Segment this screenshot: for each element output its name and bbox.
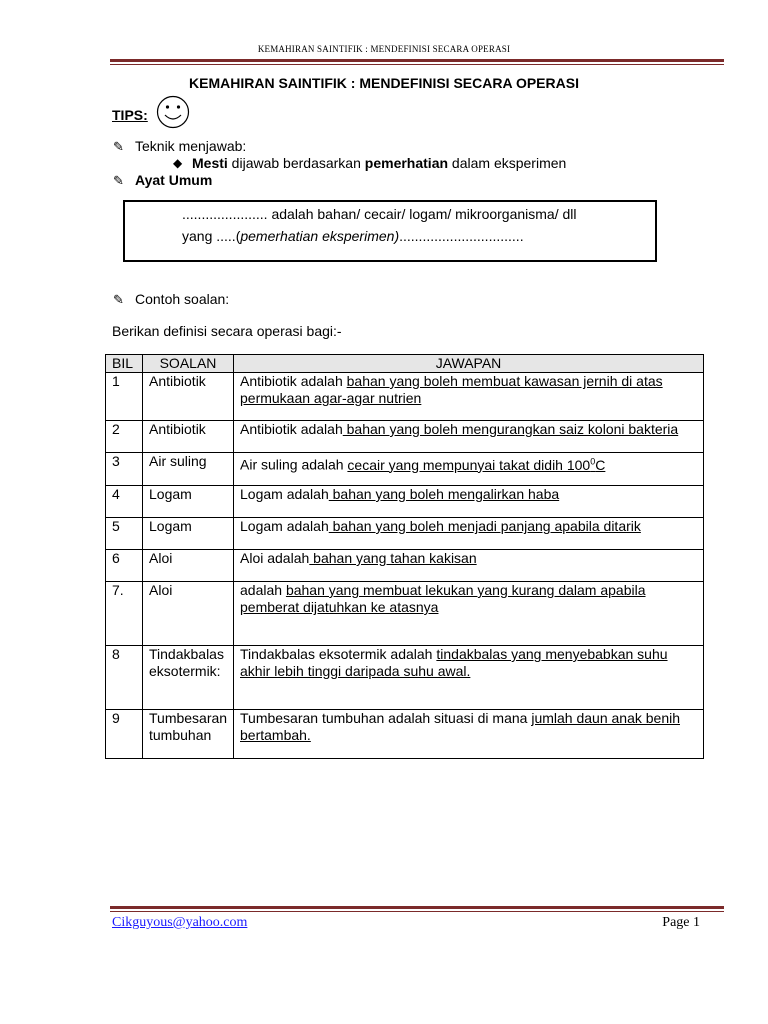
table-row <box>106 518 704 550</box>
answer-table <box>105 354 704 759</box>
cell-bil: 2 <box>106 421 143 453</box>
smiley-icon <box>156 95 190 129</box>
cell-jawapan: Antibiotik adalah bahan yang boleh membuat kawasan jernih di atas permukaan agar-agar nutrien <box>234 373 704 421</box>
diamond-bullet-icon: ◆ <box>173 156 183 170</box>
contoh-soalan: Contoh soalan: <box>135 291 230 307</box>
running-header: KEMAHIRAN SAINTIFIK : MENDEFINISI SECARA OPERASI <box>257 44 511 54</box>
footer-rule <box>110 906 724 909</box>
cell-soalan: Logam <box>143 486 234 518</box>
cell-soalan: Logam <box>143 518 234 550</box>
mesti-line: Mesti dijawab berdasarkan pemerhatian dalam eksperimen <box>192 155 567 171</box>
col-header-bil: BIL <box>106 355 143 373</box>
instruction-text: Berikan definisi secara operasi bagi:- <box>112 323 342 339</box>
footer-rule-thin <box>110 911 724 912</box>
cell-soalan: Antibiotik <box>143 373 234 421</box>
cell-bil: 1 <box>106 373 143 421</box>
page-number: Page 1 <box>662 915 700 930</box>
table-row <box>106 373 704 421</box>
cell-jawapan: Logam adalah bahan yang boleh menjadi panjang apabila ditarik <box>234 518 704 550</box>
table-row <box>106 550 704 582</box>
table-row <box>106 582 704 646</box>
template-box <box>123 200 657 262</box>
cell-soalan: Air suling <box>143 453 234 486</box>
ayat-umum-heading: Ayat Umum <box>135 172 213 188</box>
table-row <box>106 710 704 759</box>
table-header-row <box>106 355 704 373</box>
template-line-2: yang .....(pemerhatian eksperimen)................................ <box>182 228 524 244</box>
col-header-soalan: SOALAN <box>143 355 234 373</box>
cell-bil: 8 <box>106 646 143 710</box>
cell-bil: 9 <box>106 710 143 759</box>
table-row <box>106 486 704 518</box>
cell-bil: 4 <box>106 486 143 518</box>
pencil-bullet-icon: ✎ <box>113 173 124 188</box>
table-row <box>106 453 704 486</box>
header-rule <box>110 59 724 62</box>
tips-label: TIPS: <box>112 107 148 123</box>
cell-soalan: Tumbesaran tumbuhan <box>143 710 234 759</box>
cell-jawapan: adalah bahan yang membuat lekukan yang kurang dalam apabila pemberat dijatuhkan ke atasnya <box>234 582 704 646</box>
cell-soalan: Tindakbalas eksotermik: <box>143 646 234 710</box>
cell-jawapan: Aloi adalah bahan yang tahan kakisan <box>234 550 704 582</box>
col-header-jawapan: JAWAPAN <box>234 355 704 373</box>
cell-jawapan: Tindakbalas eksotermik adalah tindakbalas yang menyebabkan suhu akhir lebih tinggi daripada suhu awal. <box>234 646 704 710</box>
cell-bil: 7. <box>106 582 143 646</box>
pencil-bullet-icon: ✎ <box>113 139 124 154</box>
cell-soalan: Antibiotik <box>143 421 234 453</box>
table-row <box>106 421 704 453</box>
footer-email-link[interactable]: Cikguyous@yahoo.com <box>112 915 248 930</box>
cell-jawapan: Antibiotik adalah bahan yang boleh mengurangkan saiz koloni bakteria <box>234 421 704 453</box>
pencil-bullet-icon: ✎ <box>113 292 124 307</box>
cell-jawapan: Air suling adalah cecair yang mempunyai takat didih $100^0C$ <box>234 453 704 486</box>
cell-soalan: Aloi <box>143 550 234 582</box>
cell-soalan: Aloi <box>143 582 234 646</box>
teknik-text: Teknik menjawab: <box>135 138 247 154</box>
cell-jawapan: Logam adalah bahan yang boleh mengalirkan haba <box>234 486 704 518</box>
cell-bil: 5 <box>106 518 143 550</box>
header-rule-thin <box>110 64 724 65</box>
cell-bil: 3 <box>106 453 143 486</box>
template-line-1: ...................... adalah bahan/ cecair/ logam/ mikroorganisma/ dll <box>182 206 577 222</box>
page-title: KEMAHIRAN SAINTIFIK : MENDEFINISI SECARA OPERASI <box>189 75 579 91</box>
cell-bil: 6 <box>106 550 143 582</box>
cell-jawapan: Tumbesaran tumbuhan adalah situasi di mana jumlah daun anak benih bertambah. <box>234 710 704 759</box>
table-row <box>106 646 704 710</box>
